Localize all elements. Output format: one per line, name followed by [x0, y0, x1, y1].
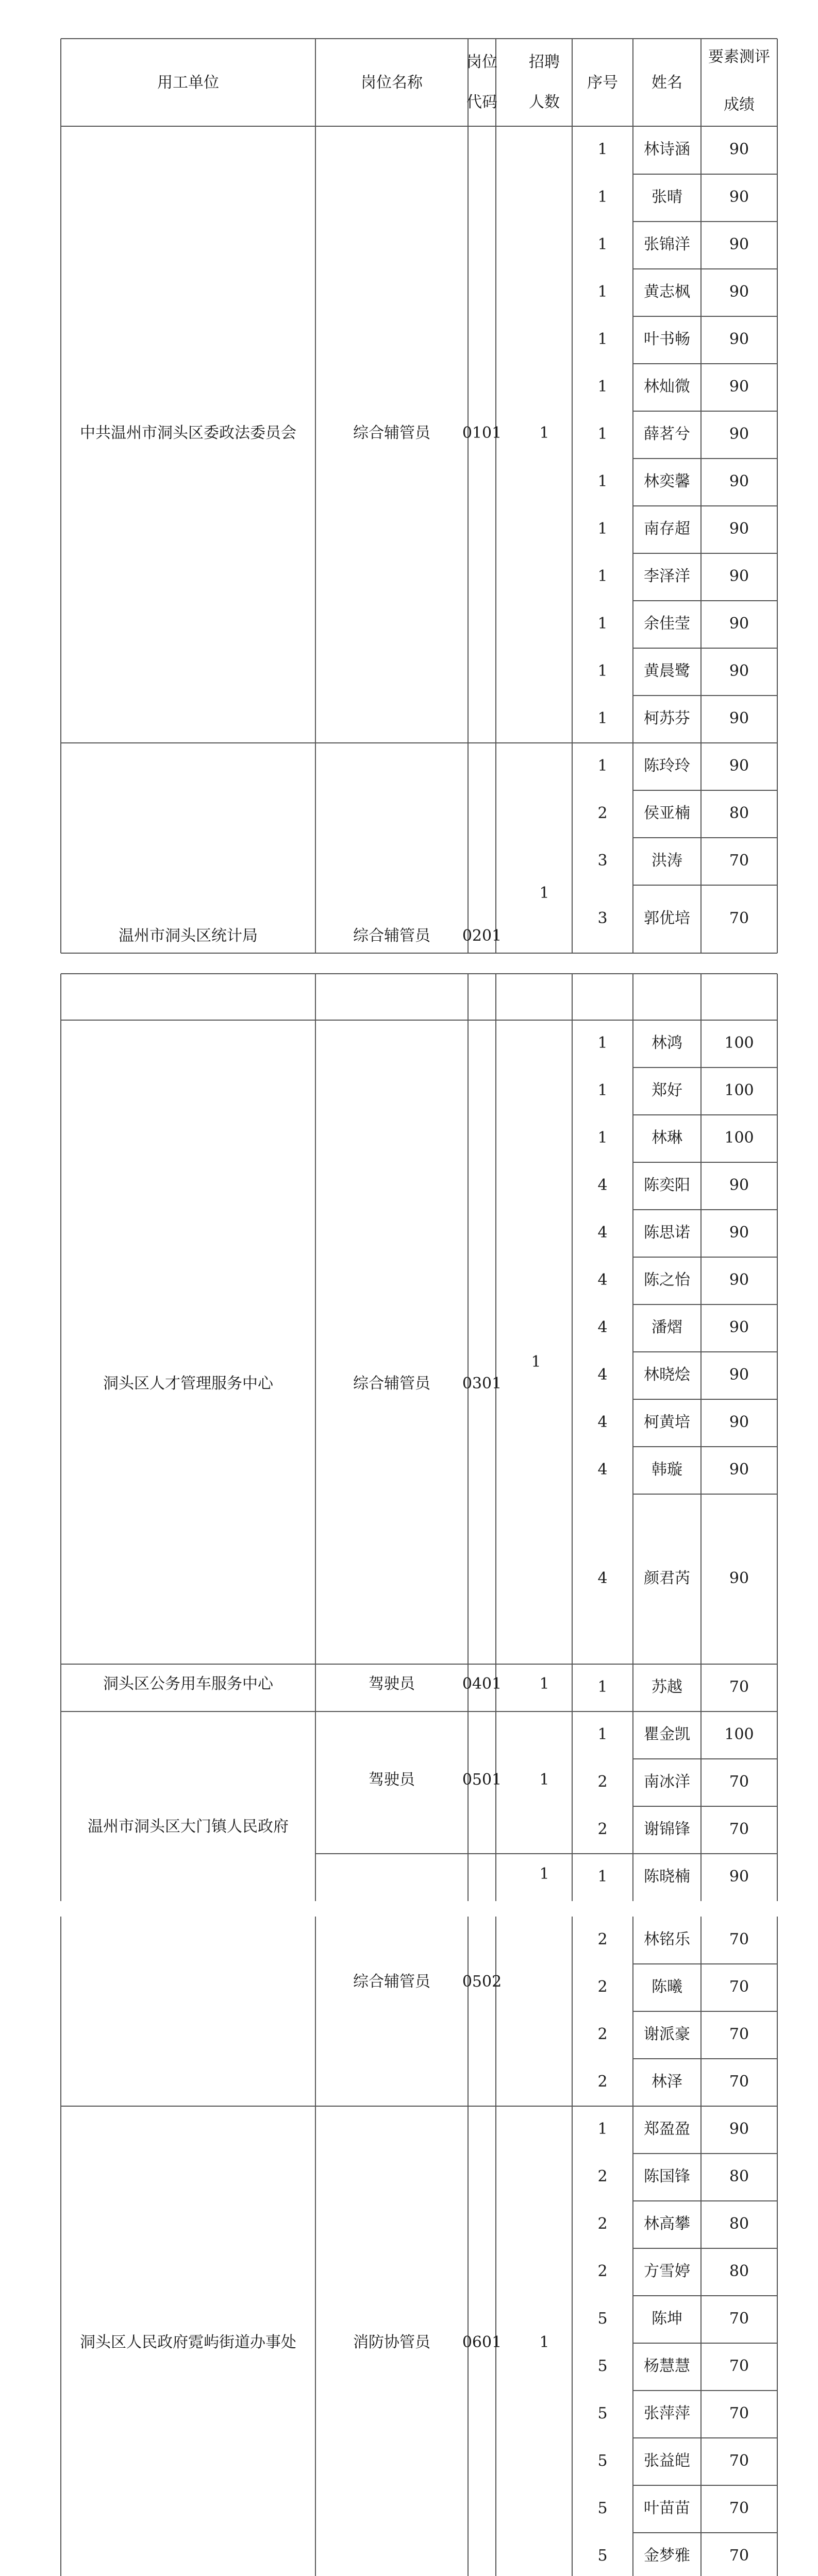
row-seq-cell: 1: [597, 283, 608, 301]
row-name-cell: 林诗涵: [644, 140, 690, 159]
row-seq-cell: 1: [597, 709, 608, 727]
group-cells: [80, 424, 549, 2351]
row-name-cell: 陈奕阳: [644, 1176, 690, 1194]
row-name-cell: 颜君芮: [644, 1569, 690, 1587]
post-cell: 综合辅管员: [353, 1375, 430, 1393]
count-cell: 1: [539, 424, 549, 442]
row-seq-cell: 2: [597, 1820, 608, 1838]
count-cell: 1: [539, 1771, 549, 1789]
row-score-cell: 70: [729, 2547, 749, 2565]
row-score-cell: 70: [729, 2025, 749, 2043]
row-score-cell: 90: [729, 378, 749, 396]
row-name-cell: 金梦雅: [644, 2547, 690, 2565]
row-score-cell: 90: [729, 1224, 749, 1242]
row-name-cell: 林铭乐: [644, 1930, 690, 1948]
code-cell: 0301: [462, 1375, 502, 1393]
row-score-cell: 100: [724, 1034, 754, 1052]
row-seq-cell: 1: [597, 615, 608, 633]
row-score-cell: 80: [729, 2262, 749, 2280]
row-seq-cell: 1: [597, 567, 608, 585]
row-seq-cell: 2: [597, 1930, 608, 1948]
row-seq-cell: 4: [597, 1569, 608, 1587]
row-score-cell: 90: [729, 520, 749, 538]
row-name-cell: 谢锦锋: [644, 1820, 690, 1838]
row-name-cell: 张萍萍: [644, 2404, 690, 2422]
row-name-cell: 李泽洋: [644, 567, 690, 585]
unit-cell: 洞头区人才管理服务中心: [103, 1375, 273, 1393]
row-score-cell: 90: [729, 425, 749, 443]
row-seq-cell: 4: [597, 1413, 608, 1431]
count-cell: 1: [539, 1865, 549, 1883]
row-score-cell: 100: [724, 1081, 754, 1099]
row-seq-cell: 1: [597, 425, 608, 443]
row-score-cell: 70: [729, 2452, 749, 2470]
row-name-cell: 郑好: [652, 1081, 682, 1099]
header-score-line1: 要素测评: [708, 48, 770, 66]
row-name-cell: 张益皑: [644, 2452, 690, 2470]
row-name-cell: 陈玲玲: [644, 757, 690, 775]
row-name-cell: 南存超: [644, 520, 690, 538]
row-score-cell: 70: [729, 1930, 749, 1948]
post-cell: 综合辅管员: [353, 424, 430, 442]
row-score-cell: 80: [729, 804, 749, 822]
post-cell: 综合辅管员: [353, 1973, 430, 1991]
row-seq-cell: 4: [597, 1224, 608, 1242]
row-name-cell: 方雪婷: [644, 2262, 690, 2280]
row-name-cell: 叶书畅: [644, 330, 690, 348]
row-seq-cell: 1: [597, 378, 608, 396]
code-cell: 0501: [462, 1771, 502, 1789]
row-name-cell: 陈曦: [652, 1978, 682, 1996]
row-seq-cell: 2: [597, 804, 608, 822]
row-score-cell: 70: [729, 1773, 749, 1791]
row-score-cell: 70: [729, 852, 749, 870]
row-seq-cell: 5: [597, 2310, 608, 2328]
row-name-cell: 陈晓楠: [644, 1868, 690, 1886]
row-name-cell: 韩璇: [652, 1461, 682, 1479]
row-name-cell: 林灿微: [644, 378, 690, 396]
row-name-cell: 林晓烩: [644, 1366, 690, 1384]
row-score-cell: 90: [729, 1366, 749, 1384]
row-name-cell: 南冰洋: [644, 1773, 690, 1791]
row-seq-cell: 5: [597, 2499, 608, 2517]
row-seq-cell: 2: [597, 2073, 608, 2091]
row-score-cell: 90: [729, 1271, 749, 1289]
row-seq-cell: 5: [597, 2452, 608, 2470]
post-cell: 消防协管员: [353, 2333, 430, 2351]
post-cell: 驾驶员: [369, 1675, 415, 1693]
row-seq-cell: 1: [597, 1678, 608, 1696]
header-count-line2: 人数: [529, 93, 560, 111]
header-code-line2: 代码: [466, 93, 497, 111]
row-seq-cell: 1: [597, 1868, 608, 1886]
row-score-cell: 70: [729, 2310, 749, 2328]
row-score-cell: 70: [729, 1820, 749, 1838]
count-cell: 1: [539, 884, 549, 902]
row-name-cell: 林鸿: [652, 1034, 682, 1052]
row-score-cell: 70: [729, 2073, 749, 2091]
post-cell: 综合辅管员: [353, 927, 430, 945]
row-seq-cell: 3: [597, 852, 608, 870]
row-name-cell: 余佳莹: [644, 615, 690, 633]
row-seq-cell: 2: [597, 2167, 608, 2185]
row-score-cell: 70: [729, 1978, 749, 1996]
row-seq-cell: 4: [597, 1366, 608, 1384]
row-seq-cell: 1: [597, 188, 608, 206]
row-name-cell: 郭优培: [644, 909, 690, 927]
row-seq-cell: 2: [597, 1773, 608, 1791]
unit-cell: 中共温州市洞头区委政法委员会: [80, 424, 296, 442]
row-seq-cell: 1: [597, 1081, 608, 1099]
code-cell: 0101: [462, 424, 502, 442]
row-name-cell: 洪涛: [652, 852, 682, 870]
row-name-cell: 柯苏芬: [644, 709, 690, 727]
row-seq-cell: 1: [597, 2120, 608, 2138]
row-score-cell: 90: [729, 1176, 749, 1194]
row-name-cell: 陈国锋: [644, 2167, 690, 2185]
row-seq-cell: 1: [597, 472, 608, 490]
header-seq: 序号: [587, 74, 618, 92]
row-seq-cell: 2: [597, 2262, 608, 2280]
row-score-cell: 90: [729, 757, 749, 775]
row-name-cell: 陈坤: [652, 2310, 682, 2328]
row-seq-cell: 2: [597, 1978, 608, 1996]
row-score-cell: 90: [729, 283, 749, 301]
row-name-cell: 黄志枫: [644, 283, 690, 301]
row-score-cell: 100: [724, 1129, 754, 1147]
row-score-cell: 90: [729, 567, 749, 585]
code-cell: 0601: [462, 2333, 502, 2351]
row-seq-cell: 5: [597, 2547, 608, 2565]
row-seq-cell: 1: [597, 662, 608, 680]
row-seq-cell: 4: [597, 1271, 608, 1289]
unit-cell: 温州市洞头区统计局: [119, 927, 258, 945]
row-score-cell: 90: [729, 709, 749, 727]
row-name-cell: 叶苗苗: [644, 2499, 690, 2517]
row-seq-cell: 3: [597, 909, 608, 927]
row-name-cell: 林泽: [652, 2073, 682, 2091]
post-cell: 驾驶员: [369, 1771, 415, 1789]
row-score-cell: 90: [729, 1569, 749, 1587]
count-cell: 1: [539, 2333, 549, 2351]
row-score-cell: 90: [729, 662, 749, 680]
row-score-cell: 90: [729, 140, 749, 159]
row-score-cell: 80: [729, 2167, 749, 2185]
row-seq-cell: 2: [597, 2025, 608, 2043]
header-post: 岗位名称: [361, 74, 423, 92]
row-seq-cell: 1: [597, 330, 608, 348]
row-name-cell: 林奕馨: [644, 472, 690, 490]
row-score-cell: 90: [729, 1413, 749, 1431]
row-score-cell: 70: [729, 2357, 749, 2375]
row-name-cell: 林琳: [652, 1129, 682, 1147]
row-name-cell: 潘熠: [652, 1318, 682, 1336]
row-score-cell: 80: [729, 2215, 749, 2233]
unit-cell: 洞头区人民政府霓屿街道办事处: [80, 2333, 296, 2351]
row-name-cell: 侯亚楠: [644, 804, 690, 822]
count-cell: 1: [539, 1675, 549, 1693]
unit-cell: 温州市洞头区大门镇人民政府: [88, 1818, 289, 1836]
row-name-cell: 陈思诺: [644, 1224, 690, 1242]
table-header: [157, 48, 770, 114]
header-count-line1: 招聘: [529, 53, 560, 71]
row-score-cell: 90: [729, 615, 749, 633]
header-code-line1: 岗位: [466, 53, 497, 71]
row-name-cell: 黄晨鹭: [644, 662, 690, 680]
row-seq-cell: 1: [597, 235, 608, 253]
count-cell: 1: [531, 1353, 541, 1371]
row-score-cell: 90: [729, 472, 749, 490]
code-cell: 0401: [462, 1675, 502, 1693]
code-cell: 0502: [462, 1973, 502, 1991]
header-name: 姓名: [652, 74, 682, 92]
row-score-cell: 70: [729, 2404, 749, 2422]
row-name-cell: 陈之怡: [644, 1271, 690, 1289]
header-unit: 用工单位: [157, 74, 219, 92]
row-score-cell: 90: [729, 188, 749, 206]
row-name-cell: 杨慧慧: [644, 2357, 690, 2375]
row-name-cell: 郑盈盈: [644, 2120, 690, 2138]
row-name-cell: 张锦洋: [644, 235, 690, 253]
code-cell: 0201: [462, 927, 502, 945]
row-seq-cell: 1: [597, 140, 608, 159]
row-score-cell: 100: [724, 1725, 754, 1743]
row-seq-cell: 4: [597, 1318, 608, 1336]
row-seq-cell: 1: [597, 520, 608, 538]
row-seq-cell: 4: [597, 1176, 608, 1194]
row-score-cell: 90: [729, 1461, 749, 1479]
row-seq-cell: 2: [597, 2215, 608, 2233]
row-seq-cell: 1: [597, 1034, 608, 1052]
row-score-cell: 70: [729, 1678, 749, 1696]
row-name-cell: 谢派豪: [644, 2025, 690, 2043]
row-seq-cell: 1: [597, 1725, 608, 1743]
unit-cell: 洞头区公务用车服务中心: [103, 1675, 273, 1693]
row-score-cell: 90: [729, 2120, 749, 2138]
row-name-cell: 薛茗兮: [644, 425, 690, 443]
row-name-cell: 瞿金凯: [644, 1725, 690, 1743]
row-seq-cell: 4: [597, 1461, 608, 1479]
row-name-cell: 林高攀: [644, 2215, 690, 2233]
row-score-cell: 70: [729, 909, 749, 927]
row-seq-cell: 5: [597, 2357, 608, 2375]
row-score-cell: 90: [729, 1318, 749, 1336]
row-seq-cell: 5: [597, 2404, 608, 2422]
row-name-cell: 张晴: [652, 188, 682, 206]
row-score-cell: 90: [729, 1868, 749, 1886]
row-seq-cell: 1: [597, 757, 608, 775]
row-name-cell: 柯黄培: [644, 1413, 690, 1431]
row-score-cell: 70: [729, 2499, 749, 2517]
row-seq-cell: 1: [597, 1129, 608, 1147]
row-name-cell: 苏越: [652, 1678, 682, 1696]
header-score-line2: 成绩: [724, 96, 755, 114]
row-score-cell: 90: [729, 235, 749, 253]
row-score-cell: 90: [729, 330, 749, 348]
